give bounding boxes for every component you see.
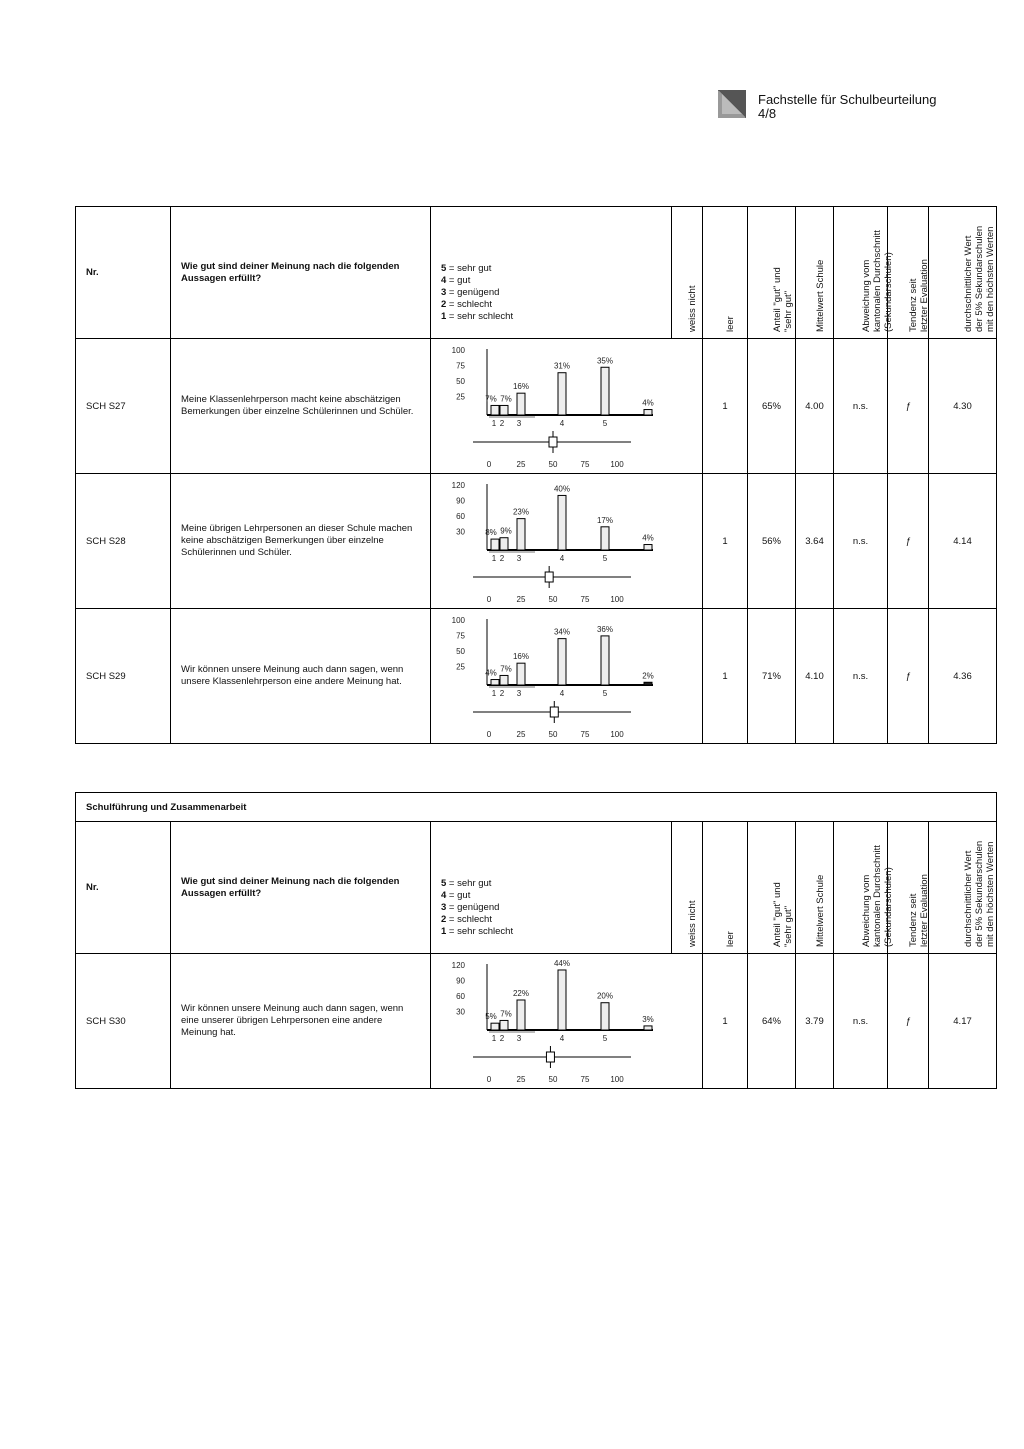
bar-2 [500,1020,508,1030]
category-label: 4 [559,1034,565,1043]
row-anteil: 71% [748,609,796,744]
col-anteil: Anteil "gut" und "sehr gut" [748,822,796,954]
col-question: Wie gut sind deiner Meinung nach die folgenden Aussagen erfüllt? [171,822,431,954]
bar-label: 2% [642,671,654,681]
y-tick-label: 75 [456,361,465,371]
col-weiss-nicht: weiss nicht [672,207,703,339]
y-tick-label: 30 [456,1007,465,1017]
mean-marker [550,707,558,717]
bar-5 [601,527,609,550]
bar-label: 22% [512,988,530,998]
bar-1 [491,1023,499,1030]
bar-label: 9% [500,526,512,536]
category-label: 5 [602,419,608,428]
bar-2 [500,405,508,415]
col-durchschnitt: durchschnittlicher Wert der 5% Sekundarschulen mit den höchsten Werten [929,822,997,954]
col-abweichung: Abweichung vom kantonalen Durchschnitt (Sekundarschulen) [834,207,888,339]
bar-4 [558,495,566,550]
y-tick-label: 120 [451,481,465,490]
scale-legend [431,207,672,339]
bar-label: 34% [553,627,571,637]
x-tick-label: 75 [580,460,590,469]
category-label: 1 [491,419,497,428]
x-tick-label: 25 [516,595,526,604]
bar-1 [491,405,499,415]
bar-4 [558,970,566,1030]
x-tick-label: 100 [610,460,624,469]
row-abweichung: n.s. [834,474,888,609]
x-tick-label: 50 [548,595,558,604]
category-label: 4 [559,419,565,428]
bar-4 [558,373,566,415]
x-tick-label: 0 [486,460,492,469]
row-anteil: 64% [748,954,796,1089]
row-durchschnitt: 4.14 [929,474,997,609]
bar-label: 4% [642,398,654,408]
row-leer: 1 [703,474,748,609]
bar-3 [517,1000,525,1030]
bar-label: 20% [596,991,614,1001]
y-tick-label: 25 [456,392,465,402]
row-question: Wir können unsere Meinung auch dann sagen, wenn eine unserer übrigen Lehrpersonen eine andere Meinung hat. [171,954,431,1089]
response-chart [431,955,671,1087]
category-label: 5 [602,554,608,563]
bar-label: 7% [500,1009,512,1019]
category-label: 4 [559,554,565,563]
category-label: 3 [516,554,522,563]
row-mittelwert: 4.10 [796,609,834,744]
category-label: 2 [499,554,505,563]
response-chart [431,340,671,472]
scale-legend-item: 5 = sehr gut [441,263,492,274]
bar-label: 44% [553,958,571,968]
col-mittelwert: Mittelwert Schule [796,207,834,339]
x-tick-label: 75 [580,595,590,604]
bar-label: 4% [642,533,654,543]
scale-legend-item: 3 = genügend [441,287,500,298]
row-tendenz: ƒ [888,954,929,1089]
low-range-band [489,551,535,553]
bar-label: 31% [553,361,571,371]
page-header [718,90,958,122]
response-chart [431,475,671,607]
col-durchschnitt: durchschnittlicher Wert der 5% Sekundarschulen mit den höchsten Werten [929,207,997,339]
category-label: 4 [559,689,565,698]
x-tick-label: 75 [580,1075,590,1084]
bar-weiss-nicht [644,1026,652,1030]
x-tick-label: 50 [548,730,558,739]
scale-legend [431,822,672,954]
row-leer: 1 [703,339,748,474]
x-tick-label: 100 [610,730,624,739]
survey-table-1 [75,206,997,744]
bar-label: 35% [596,356,614,366]
y-tick-label: 90 [456,976,465,986]
category-label: 1 [491,1034,497,1043]
mean-marker [546,1052,554,1062]
bar-label: 16% [512,652,530,662]
bar-label: 36% [596,624,614,634]
y-tick-label: 50 [456,647,465,656]
col-weiss-nicht: weiss nicht [672,822,703,954]
y-tick-label: 120 [451,961,465,970]
x-tick-label: 25 [516,460,526,469]
x-tick-label: 25 [516,1075,526,1084]
bar-label: 16% [512,382,530,392]
page-number: 4/8 [758,106,777,121]
row-anteil: 65% [748,339,796,474]
col-mittelwert: Mittelwert Schule [796,822,834,954]
bar-2 [500,538,508,550]
bar-label: 7% [485,394,497,404]
y-tick-label: 100 [451,346,465,355]
low-range-band [489,686,535,688]
col-nr: Nr. [76,822,171,954]
row-anteil: 56% [748,474,796,609]
col-tendenz: Tendenz seit letzter Evaluation [888,207,929,339]
bar-1 [491,680,499,685]
scale-legend-item: 2 = schlecht [441,914,492,925]
x-tick-label: 0 [486,595,492,604]
category-label: 2 [499,1034,505,1043]
y-tick-label: 60 [456,512,465,521]
scale-legend-item: 4 = gut [441,890,471,901]
scale-legend-item: 1 = sehr schlecht [441,311,514,322]
bar-3 [517,393,525,415]
org-name: Fachstelle für Schulbeurteilung [758,92,937,107]
y-tick-label: 50 [456,377,465,386]
category-label: 2 [499,419,505,428]
bar-label: 4% [485,668,497,678]
row-nr: SCH S28 [76,474,171,609]
bar-label: 7% [500,394,512,404]
row-nr: SCH S29 [76,609,171,744]
header-row [76,822,997,954]
mean-marker [549,437,557,447]
survey-table-2 [75,792,997,1089]
row-mittelwert: 4.00 [796,339,834,474]
category-label: 5 [602,1034,608,1043]
bar-5 [601,1003,609,1030]
row-abweichung: n.s. [834,954,888,1089]
row-durchschnitt: 4.36 [929,609,997,744]
row-tendenz: ƒ [888,474,929,609]
bar-weiss-nicht [644,545,652,550]
col-leer: leer [703,822,748,954]
scale-legend-item: 5 = sehr gut [441,878,492,889]
x-tick-label: 50 [548,460,558,469]
y-tick-label: 30 [456,527,465,537]
row-question: Meine übrigen Lehrpersonen an dieser Schule machen keine abschätzigen Bemerkungen über einzelne Schülerinnen und Schüler. [171,474,431,609]
bar-label: 7% [500,664,512,674]
category-label: 3 [516,1034,522,1043]
bar-1 [491,539,499,550]
table-row [76,609,997,744]
bar-2 [500,675,508,685]
row-tendenz: ƒ [888,339,929,474]
row-tendenz: ƒ [888,609,929,744]
bar-3 [517,519,525,550]
scale-legend-item: 4 = gut [441,275,471,286]
x-tick-label: 0 [486,730,492,739]
scale-legend-item: 3 = genügend [441,902,500,913]
scale-legend-item: 1 = sehr schlecht [441,926,514,937]
header-row [76,207,997,339]
table-row [76,954,997,1089]
mean-marker [545,572,553,582]
col-abweichung: Abweichung vom kantonalen Durchschnitt (Sekundarschulen) [834,822,888,954]
section-title: Schulführung und Zusammenarbeit [76,793,997,822]
bar-label: 40% [553,484,571,494]
y-tick-label: 90 [456,496,465,506]
row-durchschnitt: 4.30 [929,339,997,474]
bar-label: 23% [512,507,530,517]
y-tick-label: 25 [456,662,465,672]
bar-5 [601,367,609,415]
row-leer: 1 [703,609,748,744]
row-nr: SCH S30 [76,954,171,1089]
row-mittelwert: 3.64 [796,474,834,609]
category-label: 1 [491,689,497,698]
bar-label: 3% [642,1014,654,1024]
col-leer: leer [703,207,748,339]
row-abweichung: n.s. [834,339,888,474]
logo-icon [718,90,746,118]
x-tick-label: 100 [610,1075,624,1084]
row-leer: 1 [703,954,748,1089]
x-tick-label: 100 [610,595,624,604]
row-chart [431,609,703,744]
bar-label: 5% [485,1012,497,1022]
row-chart [431,954,703,1089]
y-tick-label: 100 [451,616,465,625]
x-tick-label: 50 [548,1075,558,1084]
x-tick-label: 75 [580,730,590,739]
bar-label: 8% [485,528,497,538]
bar-5 [601,636,609,685]
row-abweichung: n.s. [834,609,888,744]
category-label: 3 [516,689,522,698]
x-tick-label: 0 [486,1075,492,1084]
row-question: Wir können unsere Meinung auch dann sagen, wenn unsere Klassenlehrperson eine andere Meinung hat. [171,609,431,744]
low-range-band [489,416,535,418]
y-tick-label: 60 [456,992,465,1001]
table-row [76,474,997,609]
col-nr: Nr. [76,207,171,339]
response-chart [431,610,671,742]
row-nr: SCH S27 [76,339,171,474]
bar-3 [517,663,525,685]
category-label: 1 [491,554,497,563]
bar-label: 17% [596,515,614,525]
row-durchschnitt: 4.17 [929,954,997,1089]
x-tick-label: 25 [516,730,526,739]
low-range-band [489,1031,535,1033]
col-tendenz: Tendenz seit letzter Evaluation [888,822,929,954]
row-mittelwert: 3.79 [796,954,834,1089]
table-row [76,339,997,474]
category-label: 2 [499,689,505,698]
category-label: 3 [516,419,522,428]
row-question: Meine Klassenlehrperson macht keine abschätzigen Bemerkungen über einzelne Schülerinnen und Schüler. [171,339,431,474]
row-chart [431,474,703,609]
col-question: Wie gut sind deiner Meinung nach die folgenden Aussagen erfüllt? [171,207,431,339]
bar-weiss-nicht [644,410,652,415]
bar-4 [558,639,566,685]
col-anteil: Anteil "gut" und "sehr gut" [748,207,796,339]
scale-legend-item: 2 = schlecht [441,299,492,310]
y-tick-label: 75 [456,631,465,641]
category-label: 5 [602,689,608,698]
bar-weiss-nicht [644,682,652,685]
row-chart [431,339,703,474]
